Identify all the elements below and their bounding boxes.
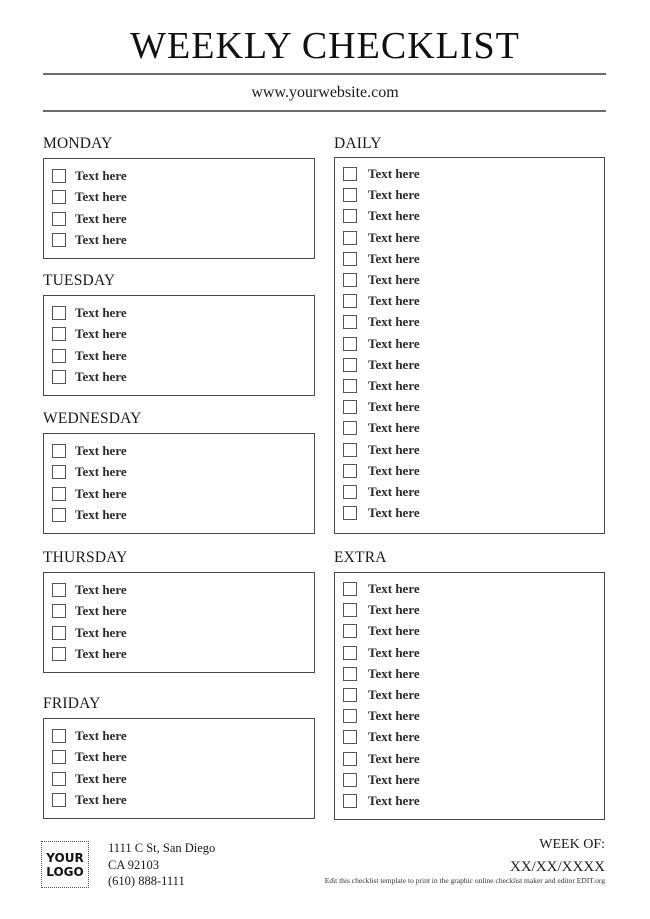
checklist-item[interactable] bbox=[343, 378, 420, 394]
checklist-item[interactable] bbox=[343, 645, 420, 661]
checkbox-icon[interactable] bbox=[343, 421, 357, 435]
checklist-item-text: Text here bbox=[368, 602, 420, 618]
checklist-item-text: Text here bbox=[75, 168, 127, 183]
checklist-item-text: Text here bbox=[368, 729, 420, 745]
checkbox-icon[interactable] bbox=[343, 294, 357, 308]
address-city: CA 92103 bbox=[108, 857, 160, 872]
checklist-item[interactable] bbox=[343, 399, 420, 415]
checklist-item-text: Text here bbox=[368, 793, 420, 808]
checklist-item[interactable] bbox=[343, 793, 420, 809]
checklist-item[interactable] bbox=[343, 708, 420, 724]
monday-box bbox=[43, 158, 315, 259]
checklist-item-text: Text here bbox=[75, 770, 127, 786]
checklist-item-text: Text here bbox=[368, 665, 420, 681]
checkbox-icon[interactable] bbox=[343, 603, 357, 617]
checklist-item[interactable] bbox=[52, 507, 127, 523]
checklist-item-text: Text here bbox=[75, 210, 127, 226]
checklist-item-text: Text here bbox=[368, 505, 420, 521]
checkbox-icon[interactable] bbox=[343, 624, 357, 638]
checkbox-icon[interactable] bbox=[343, 443, 357, 457]
checklist-item-text: Text here bbox=[75, 326, 127, 342]
checklist-item-text: Text here bbox=[75, 791, 127, 807]
divider-bottom bbox=[43, 110, 606, 112]
checkbox-icon[interactable] bbox=[52, 604, 66, 618]
checkbox-icon[interactable] bbox=[52, 487, 66, 501]
checklist-item-text: Text here bbox=[368, 314, 420, 330]
checkbox-icon[interactable] bbox=[52, 306, 66, 320]
checklist-item[interactable] bbox=[52, 646, 127, 662]
checkbox-icon[interactable] bbox=[343, 773, 357, 787]
checklist-item[interactable] bbox=[343, 505, 420, 521]
checklist-item-text: Text here bbox=[368, 208, 420, 224]
logo-placeholder bbox=[41, 841, 89, 888]
checkbox-icon[interactable] bbox=[52, 444, 66, 458]
checklist-item-text: Text here bbox=[368, 644, 420, 660]
checkbox-icon[interactable] bbox=[343, 379, 357, 393]
checkbox-icon[interactable] bbox=[343, 582, 357, 596]
checklist-item-text: Text here bbox=[368, 293, 420, 309]
extra-box bbox=[334, 572, 605, 820]
checkbox-icon[interactable] bbox=[343, 273, 357, 287]
checkbox-icon[interactable] bbox=[52, 370, 66, 384]
checklist-item-text: Text here bbox=[368, 335, 420, 351]
checklist-item[interactable] bbox=[343, 602, 420, 618]
checklist-item[interactable] bbox=[343, 166, 420, 182]
checkbox-icon[interactable] bbox=[343, 646, 357, 660]
checklist-item-text: Text here bbox=[368, 771, 420, 787]
checklist-item[interactable] bbox=[52, 625, 127, 641]
checklist-item[interactable] bbox=[52, 771, 127, 787]
checklist-item-text: Text here bbox=[368, 484, 420, 499]
checkbox-icon[interactable] bbox=[343, 400, 357, 414]
checklist-item-text: Text here bbox=[368, 750, 420, 766]
checklist-item-text: Text here bbox=[368, 623, 420, 639]
checklist-item-text: Text here bbox=[368, 229, 420, 245]
checklist-item-text: Text here bbox=[75, 485, 127, 501]
daily-box bbox=[334, 157, 605, 534]
checklist-item-text: Text here bbox=[368, 420, 420, 436]
checklist-item[interactable] bbox=[343, 463, 420, 479]
checklist-item[interactable] bbox=[52, 792, 127, 808]
checklist-item-text: Text here bbox=[75, 231, 127, 247]
checklist-item[interactable] bbox=[343, 581, 420, 597]
checklist-item-text: Text here bbox=[75, 582, 127, 597]
checklist-item[interactable] bbox=[343, 293, 420, 309]
extra-label: EXTRA bbox=[334, 549, 387, 566]
checklist-item[interactable] bbox=[52, 211, 127, 227]
checklist-item[interactable] bbox=[343, 187, 420, 203]
week-of-block bbox=[510, 836, 605, 878]
address-street: 1111 C St, San Diego bbox=[108, 841, 216, 855]
website-text: www.yourwebsite.com bbox=[251, 84, 399, 101]
checklist-item-text: Text here bbox=[368, 166, 420, 181]
checklist-item-text: Text here bbox=[75, 728, 127, 743]
week-of-date: XX/XX/XXXX bbox=[510, 859, 605, 875]
checkbox-icon[interactable] bbox=[52, 465, 66, 479]
checklist-item[interactable] bbox=[52, 305, 127, 321]
checklist-item[interactable] bbox=[343, 208, 420, 224]
checkbox-icon[interactable] bbox=[52, 647, 66, 661]
checklist-item-text: Text here bbox=[368, 708, 420, 724]
checklist-item-text: Text here bbox=[368, 441, 420, 457]
checklist-item[interactable] bbox=[52, 486, 127, 502]
checklist-item-text: Text here bbox=[368, 378, 420, 393]
checklist-item[interactable] bbox=[343, 442, 420, 458]
checkbox-icon[interactable] bbox=[52, 212, 66, 226]
checkbox-icon[interactable] bbox=[52, 626, 66, 640]
checklist-item[interactable] bbox=[343, 251, 420, 267]
checklist-item[interactable] bbox=[52, 232, 127, 248]
checkbox-icon[interactable] bbox=[52, 750, 66, 764]
checklist-item-text: Text here bbox=[368, 250, 420, 266]
checkbox-icon[interactable] bbox=[343, 315, 357, 329]
checkbox-icon[interactable] bbox=[343, 464, 357, 478]
checkbox-icon[interactable] bbox=[343, 209, 357, 223]
checkbox-icon[interactable] bbox=[52, 772, 66, 786]
checklist-item[interactable] bbox=[52, 326, 127, 342]
checklist-item[interactable] bbox=[52, 369, 127, 385]
checklist-item[interactable] bbox=[343, 484, 420, 500]
checkbox-icon[interactable] bbox=[52, 349, 66, 363]
checklist-item-text: Text here bbox=[75, 189, 127, 205]
checklist-item[interactable] bbox=[52, 603, 127, 619]
checklist-item[interactable] bbox=[343, 230, 420, 246]
checkbox-icon[interactable] bbox=[343, 667, 357, 681]
checkbox-icon[interactable] bbox=[52, 169, 66, 183]
daily-label: DAILY bbox=[334, 135, 382, 152]
checkbox-icon[interactable] bbox=[343, 485, 357, 499]
checklist-item-text: Text here bbox=[368, 187, 420, 203]
checkbox-icon[interactable] bbox=[52, 233, 66, 247]
thursday-label: THURSDAY bbox=[43, 549, 128, 566]
checkbox-icon[interactable] bbox=[343, 167, 357, 181]
checklist-item-text: Text here bbox=[75, 749, 127, 765]
checklist-item-text: Text here bbox=[368, 356, 420, 372]
checkbox-icon[interactable] bbox=[343, 252, 357, 266]
logo-text-line1: YOUR bbox=[46, 850, 84, 865]
tuesday-label: TUESDAY bbox=[43, 272, 116, 289]
checklist-item-text: Text here bbox=[75, 464, 127, 480]
wednesday-box bbox=[43, 433, 315, 534]
checklist-item-text: Text here bbox=[368, 581, 420, 596]
checkbox-icon[interactable] bbox=[52, 793, 66, 807]
checklist-item[interactable] bbox=[52, 582, 127, 598]
credit-text: Edit this checklist template to print in the graphic online checklist maker and editor EDIT.org bbox=[324, 876, 605, 885]
checkbox-icon[interactable] bbox=[343, 231, 357, 245]
checklist-item[interactable] bbox=[52, 728, 127, 744]
checkbox-icon[interactable] bbox=[343, 688, 357, 702]
friday-box bbox=[43, 718, 315, 819]
checklist-item-text: Text here bbox=[368, 462, 420, 478]
page-title: WEEKLY CHECKLIST bbox=[130, 25, 520, 67]
monday-label: MONDAY bbox=[43, 135, 113, 152]
checklist-item[interactable] bbox=[343, 772, 420, 788]
checkbox-icon[interactable] bbox=[52, 190, 66, 204]
checkbox-icon[interactable] bbox=[52, 729, 66, 743]
checkbox-icon[interactable] bbox=[343, 752, 357, 766]
checklist-item-text: Text here bbox=[368, 399, 420, 415]
checklist-item[interactable] bbox=[343, 751, 420, 767]
checklist-item-text: Text here bbox=[75, 368, 127, 384]
checklist-item[interactable] bbox=[52, 348, 127, 364]
checklist-item[interactable] bbox=[52, 168, 127, 184]
address-block bbox=[108, 840, 215, 890]
checklist-item[interactable] bbox=[52, 464, 127, 480]
checkbox-icon[interactable] bbox=[343, 337, 357, 351]
logo-text-line2: LOGO bbox=[46, 864, 84, 879]
checkbox-icon[interactable] bbox=[343, 730, 357, 744]
checklist-item-text: Text here bbox=[75, 347, 127, 363]
checkbox-icon[interactable] bbox=[343, 709, 357, 723]
checklist-item[interactable] bbox=[343, 623, 420, 639]
checkbox-icon[interactable] bbox=[52, 327, 66, 341]
checkbox-icon[interactable] bbox=[52, 508, 66, 522]
wednesday-label: WEDNESDAY bbox=[43, 410, 142, 427]
checklist-item-text: Text here bbox=[75, 624, 127, 640]
checkbox-icon[interactable] bbox=[343, 794, 357, 808]
checkbox-icon[interactable] bbox=[343, 506, 357, 520]
checklist-item[interactable] bbox=[343, 272, 420, 288]
checklist-item[interactable] bbox=[343, 420, 420, 436]
address-phone: (610) 888-1111 bbox=[108, 874, 185, 888]
checklist-item[interactable] bbox=[343, 729, 420, 745]
checklist-item[interactable] bbox=[343, 357, 420, 373]
checklist-item[interactable] bbox=[52, 189, 127, 205]
checklist-item-text: Text here bbox=[368, 272, 420, 287]
checklist-item[interactable] bbox=[52, 443, 127, 459]
checklist-item-text: Text here bbox=[75, 305, 127, 320]
checkbox-icon[interactable] bbox=[343, 358, 357, 372]
checklist-item-text: Text here bbox=[75, 506, 127, 522]
checklist-item[interactable] bbox=[343, 336, 420, 352]
tuesday-box bbox=[43, 295, 315, 396]
checklist-item-text: Text here bbox=[75, 645, 127, 661]
thursday-box bbox=[43, 572, 315, 673]
divider-top bbox=[43, 73, 606, 75]
checklist-item-text: Text here bbox=[368, 687, 420, 702]
week-of-label: WEEK OF: bbox=[539, 837, 605, 852]
checklist-item[interactable] bbox=[343, 314, 420, 330]
checklist-item[interactable] bbox=[343, 687, 420, 703]
checklist-item[interactable] bbox=[52, 749, 127, 765]
checklist-item[interactable] bbox=[343, 666, 420, 682]
checklist-item-text: Text here bbox=[75, 603, 127, 619]
checkbox-icon[interactable] bbox=[52, 583, 66, 597]
friday-label: FRIDAY bbox=[43, 695, 101, 712]
checkbox-icon[interactable] bbox=[343, 188, 357, 202]
checklist-item-text: Text here bbox=[75, 443, 127, 458]
